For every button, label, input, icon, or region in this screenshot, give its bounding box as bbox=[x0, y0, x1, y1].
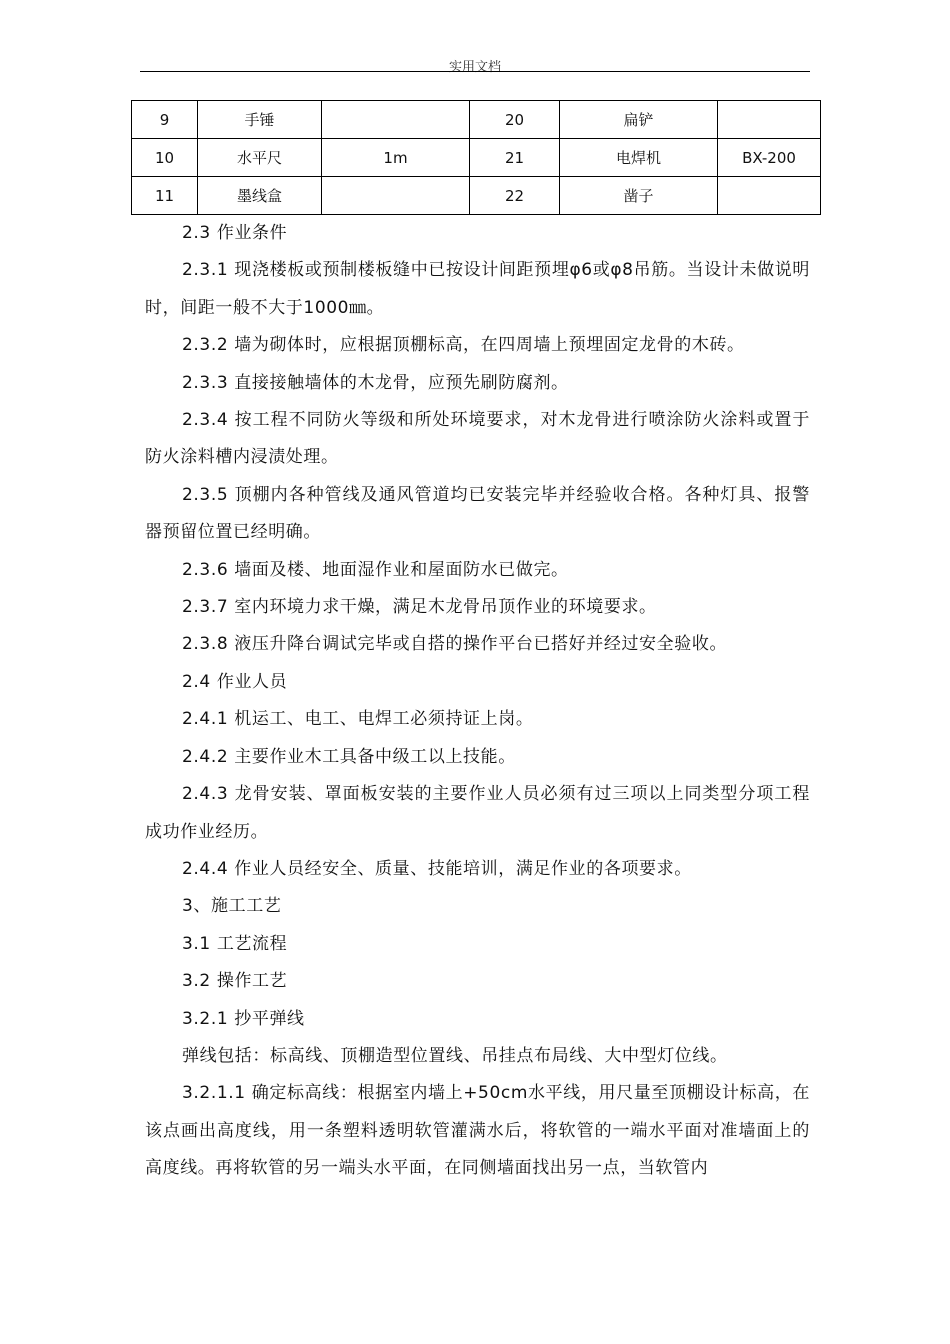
table-cell: 10 bbox=[132, 139, 198, 177]
table-cell: 11 bbox=[132, 177, 198, 215]
table-cell bbox=[322, 101, 470, 139]
paragraph: 2.3.8 液压升降台调试完毕或自搭的操作平台已搭好并经过安全验收。 bbox=[182, 634, 728, 655]
table-cell: 1m bbox=[322, 139, 470, 177]
paragraph: 3.2.1.1 确定标高线：根据室内墙上+50cm水平线，用尺量至顶棚设计标高，在该点画出高度线，用一条塑料透明软管灌满水后，将软管的一端水平面对准墙面上的高度线。再将软管的另一端头水平面，在同侧墙面找出另一点，当软管内 bbox=[145, 1083, 810, 1179]
table-cell: 手锤 bbox=[198, 101, 322, 139]
section-heading: 3.1 工艺流程 bbox=[182, 933, 288, 954]
table-cell: 扁铲 bbox=[560, 101, 718, 139]
paragraph: 2.4.4 作业人员经安全、质量、技能培训，满足作业的各项要求。 bbox=[182, 858, 692, 879]
table-row bbox=[132, 139, 821, 177]
table-cell: 9 bbox=[132, 101, 198, 139]
table-cell: 水平尺 bbox=[198, 139, 322, 177]
header-divider bbox=[140, 71, 810, 72]
document-body bbox=[145, 215, 810, 1188]
section-heading: 3.2.1 抄平弹线 bbox=[182, 1008, 305, 1029]
tool-table bbox=[131, 100, 821, 215]
paragraph: 弹线包括：标高线、顶棚造型位置线、吊挂点布局线、大中型灯位线。 bbox=[182, 1045, 728, 1066]
section-heading: 3、施工工艺 bbox=[182, 896, 282, 917]
paragraph: 2.3.4 按工程不同防火等级和所处环境要求，对木龙骨进行喷涂防火涂料或置于防火涂料槽内浸渍处理。 bbox=[145, 410, 810, 468]
paragraph: 2.3.6 墙面及楼、地面湿作业和屋面防水已做完。 bbox=[182, 559, 569, 580]
paragraph: 2.3.1 现浇楼板或预制楼板缝中已按设计间距预埋φ6或φ8吊筋。当设计未做说明时，间距一般不大于1000㎜。 bbox=[145, 260, 810, 318]
table-cell bbox=[718, 101, 821, 139]
header-title: 实用文档 bbox=[448, 60, 501, 75]
table-row bbox=[132, 101, 821, 139]
paragraph: 2.4.1 机运工、电工、电焊工必须持证上岗。 bbox=[182, 709, 534, 730]
table-cell bbox=[718, 177, 821, 215]
section-heading: 3.2 操作工艺 bbox=[182, 971, 288, 992]
table-cell: 22 bbox=[470, 177, 560, 215]
table-cell: 电焊机 bbox=[560, 139, 718, 177]
paragraph: 2.3.7 室内环境力求干燥，满足木龙骨吊顶作业的环境要求。 bbox=[182, 597, 657, 618]
paragraph: 2.4.2 主要作业木工具备中级工以上技能。 bbox=[182, 746, 516, 767]
paragraph: 2.3.2 墙为砌体时，应根据顶棚标高，在四周墙上预埋固定龙骨的木砖。 bbox=[182, 335, 745, 356]
paragraph: 2.3.3 直接接触墙体的木龙骨，应预先刷防腐剂。 bbox=[182, 372, 569, 393]
paragraph: 2.4.3 龙骨安装、罩面板安装的主要作业人员必须有过三项以上同类型分项工程成功作业经历。 bbox=[145, 784, 810, 842]
paragraph: 2.3.5 顶棚内各种管线及通风管道均已安装完毕并经验收合格。各种灯具、报警器预留位置已经明确。 bbox=[145, 484, 810, 543]
table-row bbox=[132, 177, 821, 215]
table-cell: 20 bbox=[470, 101, 560, 139]
table-cell: 21 bbox=[470, 139, 560, 177]
table-cell: 墨线盒 bbox=[198, 177, 322, 215]
table-cell: 凿子 bbox=[560, 177, 718, 215]
section-heading: 2.3 作业条件 bbox=[182, 223, 288, 243]
table-cell bbox=[322, 177, 470, 215]
section-heading: 2.4 作业人员 bbox=[182, 671, 288, 692]
table-cell: BX-200 bbox=[718, 139, 821, 177]
